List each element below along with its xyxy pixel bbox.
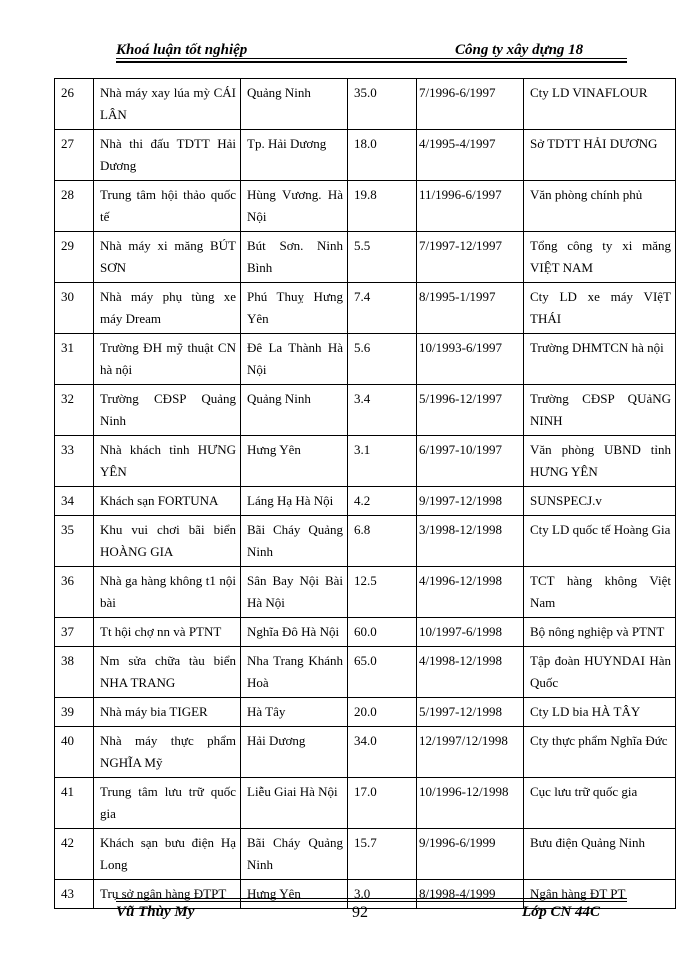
cell-period: 10/1996-12/1998	[417, 778, 524, 829]
cell-owner: Cty LD xe máy VIệT THÁI	[524, 283, 676, 334]
cell-project-name: Nhà máy thực phẩm NGHĨA Mỹ	[94, 727, 241, 778]
cell-location: Sân Bay Nội Bài Hà Nội	[241, 567, 348, 618]
header-rule	[116, 58, 627, 59]
cell-period: 3/1998-12/1998	[417, 516, 524, 567]
cell-period: 9/1997-12/1998	[417, 487, 524, 516]
cell-period: 4/1995-4/1997	[417, 130, 524, 181]
cell-owner: Cục lưu trữ quốc gia	[524, 778, 676, 829]
cell-period: 11/1996-6/1997	[417, 181, 524, 232]
cell-number: 37	[55, 618, 94, 647]
table-row	[55, 647, 676, 698]
cell-location: Láng Hạ Hà Nội	[241, 487, 348, 516]
cell-owner: Cty LD VINAFLOUR	[524, 79, 676, 130]
header-right: Công ty xây dựng 18	[455, 42, 584, 58]
cell-owner: Tập đoàn HUYNDAI Hàn Quốc	[524, 647, 676, 698]
cell-period: 4/1998-12/1998	[417, 647, 524, 698]
cell-period: 7/1997-12/1997	[417, 232, 524, 283]
cell-value: 18.0	[348, 130, 417, 181]
cell-location: Hưng Yên	[241, 880, 348, 909]
cell-number: 28	[55, 181, 94, 232]
cell-value: 17.0	[348, 778, 417, 829]
cell-project-name: Nhà máy xi măng BÚT SƠN	[94, 232, 241, 283]
cell-project-name: Nhà thi đấu TDTT Hải Dương	[94, 130, 241, 181]
cell-location: Nha Trang Khánh Hoà	[241, 647, 348, 698]
footer-author: Vũ Thùy My	[116, 904, 195, 920]
cell-location: Bãi Cháy Quảng Ninh	[241, 516, 348, 567]
table-row	[55, 283, 676, 334]
cell-owner: TCT hàng không Việt Nam	[524, 567, 676, 618]
cell-owner: Cty LD quốc tế Hoàng Gia	[524, 516, 676, 567]
cell-number: 27	[55, 130, 94, 181]
cell-owner: Cty thực phẩm Nghĩa Đức	[524, 727, 676, 778]
cell-project-name: Nhà máy phụ tùng xe máy Dream	[94, 283, 241, 334]
cell-number: 30	[55, 283, 94, 334]
cell-owner: Sở TDTT HẢI DƯƠNG	[524, 130, 676, 181]
cell-value: 4.2	[348, 487, 417, 516]
cell-period: 12/1997/12/1998	[417, 727, 524, 778]
cell-value: 35.0	[348, 79, 417, 130]
cell-project-name: Nhà máy bia TIGER	[94, 698, 241, 727]
cell-location: Hải Dương	[241, 727, 348, 778]
cell-owner: Bộ nông nghiệp và PTNT	[524, 618, 676, 647]
cell-owner: Ngân hàng ĐT PT	[524, 880, 676, 909]
cell-owner: Bưu điện Quảng Ninh	[524, 829, 676, 880]
cell-period: 4/1996-12/1998	[417, 567, 524, 618]
table-row	[55, 516, 676, 567]
cell-location: Quảng Ninh	[241, 79, 348, 130]
header-left: Khoá luận tốt nghiệp	[116, 42, 248, 58]
cell-number: 41	[55, 778, 94, 829]
cell-project-name: Nhà khách tỉnh HƯNG YÊN	[94, 436, 241, 487]
cell-owner: Tổng công ty xi măng VIỆT NAM	[524, 232, 676, 283]
cell-location: Nghĩa Đô Hà Nội	[241, 618, 348, 647]
cell-location: Quảng Ninh	[241, 385, 348, 436]
cell-period: 6/1997-10/1997	[417, 436, 524, 487]
cell-project-name: Trường CĐSP Quảng Ninh	[94, 385, 241, 436]
footer-class: Lớp CN 44C	[522, 904, 601, 920]
footer-rule-double	[116, 901, 627, 902]
cell-location: Liễu Giai Hà Nội	[241, 778, 348, 829]
cell-location: Hưng Yên	[241, 436, 348, 487]
cell-project-name: Khách sạn FORTUNA	[94, 487, 241, 516]
cell-period: 8/1998-4/1999	[417, 880, 524, 909]
cell-value: 3.0	[348, 880, 417, 909]
cell-location: Hà Tây	[241, 698, 348, 727]
table-row	[55, 618, 676, 647]
cell-value: 5.5	[348, 232, 417, 283]
cell-number: 38	[55, 647, 94, 698]
cell-location: Hùng Vương. Hà Nội	[241, 181, 348, 232]
cell-period: 8/1995-1/1997	[417, 283, 524, 334]
table-row	[55, 130, 676, 181]
cell-number: 26	[55, 79, 94, 130]
cell-value: 3.1	[348, 436, 417, 487]
cell-number: 39	[55, 698, 94, 727]
cell-project-name: Tt hội chợ nn và PTNT	[94, 618, 241, 647]
cell-owner: Cty LD bia HÀ TÂY	[524, 698, 676, 727]
footer-rule	[116, 898, 627, 899]
projects-table	[54, 78, 676, 909]
cell-value: 3.4	[348, 385, 417, 436]
page-number: 92	[352, 904, 368, 921]
cell-project-name: Trường ĐH mỹ thuật CN hà nội	[94, 334, 241, 385]
cell-value: 6.8	[348, 516, 417, 567]
cell-value: 7.4	[348, 283, 417, 334]
cell-number: 40	[55, 727, 94, 778]
cell-number: 29	[55, 232, 94, 283]
table-row	[55, 232, 676, 283]
table-row	[55, 385, 676, 436]
cell-period: 5/1996-12/1997	[417, 385, 524, 436]
cell-value: 34.0	[348, 727, 417, 778]
cell-project-name: Trụ sở ngân hàng ĐTPT	[94, 880, 241, 909]
projects-table-body	[55, 79, 676, 909]
cell-owner: Trường DHMTCN hà nội	[524, 334, 676, 385]
table-row	[55, 334, 676, 385]
cell-location: Tp. Hải Dương	[241, 130, 348, 181]
cell-number: 35	[55, 516, 94, 567]
cell-period: 9/1996-6/1999	[417, 829, 524, 880]
cell-location: Phú Thuỵ Hưng Yên	[241, 283, 348, 334]
table-row	[55, 181, 676, 232]
cell-value: 20.0	[348, 698, 417, 727]
table-row	[55, 487, 676, 516]
table-row	[55, 829, 676, 880]
cell-owner: SUNSPECJ.v	[524, 487, 676, 516]
cell-project-name: Nhà máy xay lúa mỳ CÁI LÂN	[94, 79, 241, 130]
cell-value: 15.7	[348, 829, 417, 880]
cell-period: 10/1993-6/1997	[417, 334, 524, 385]
table-row	[55, 727, 676, 778]
cell-number: 31	[55, 334, 94, 385]
cell-number: 34	[55, 487, 94, 516]
cell-owner: Văn phòng chính phủ	[524, 181, 676, 232]
table-row	[55, 567, 676, 618]
cell-owner: Văn phòng UBND tỉnh HƯNG YÊN	[524, 436, 676, 487]
cell-location: Bãi Cháy Quảng Ninh	[241, 829, 348, 880]
table-row	[55, 698, 676, 727]
cell-project-name: Khách sạn bưu điện Hạ Long	[94, 829, 241, 880]
cell-value: 60.0	[348, 618, 417, 647]
cell-number: 43	[55, 880, 94, 909]
cell-project-name: Trung tâm lưu trữ quốc gia	[94, 778, 241, 829]
cell-period: 7/1996-6/1997	[417, 79, 524, 130]
cell-project-name: Khu vui chơi bãi biển HOÀNG GIA	[94, 516, 241, 567]
cell-value: 5.6	[348, 334, 417, 385]
cell-project-name: Nm sửa chữa tàu biển NHA TRANG	[94, 647, 241, 698]
cell-value: 19.8	[348, 181, 417, 232]
cell-number: 33	[55, 436, 94, 487]
header-rule-thick	[116, 61, 627, 63]
cell-location: Bút Sơn. Ninh Bình	[241, 232, 348, 283]
cell-period: 10/1997-6/1998	[417, 618, 524, 647]
cell-period: 5/1997-12/1998	[417, 698, 524, 727]
cell-location: Đê La Thành Hà Nội	[241, 334, 348, 385]
cell-project-name: Trung tâm hội thảo quốc tế	[94, 181, 241, 232]
cell-owner: Trường CĐSP QUảNG NINH	[524, 385, 676, 436]
cell-number: 42	[55, 829, 94, 880]
table-row	[55, 79, 676, 130]
table-row	[55, 778, 676, 829]
cell-project-name: Nhà ga hàng không t1 nội bài	[94, 567, 241, 618]
cell-number: 36	[55, 567, 94, 618]
cell-value: 65.0	[348, 647, 417, 698]
cell-number: 32	[55, 385, 94, 436]
cell-value: 12.5	[348, 567, 417, 618]
table-row	[55, 436, 676, 487]
